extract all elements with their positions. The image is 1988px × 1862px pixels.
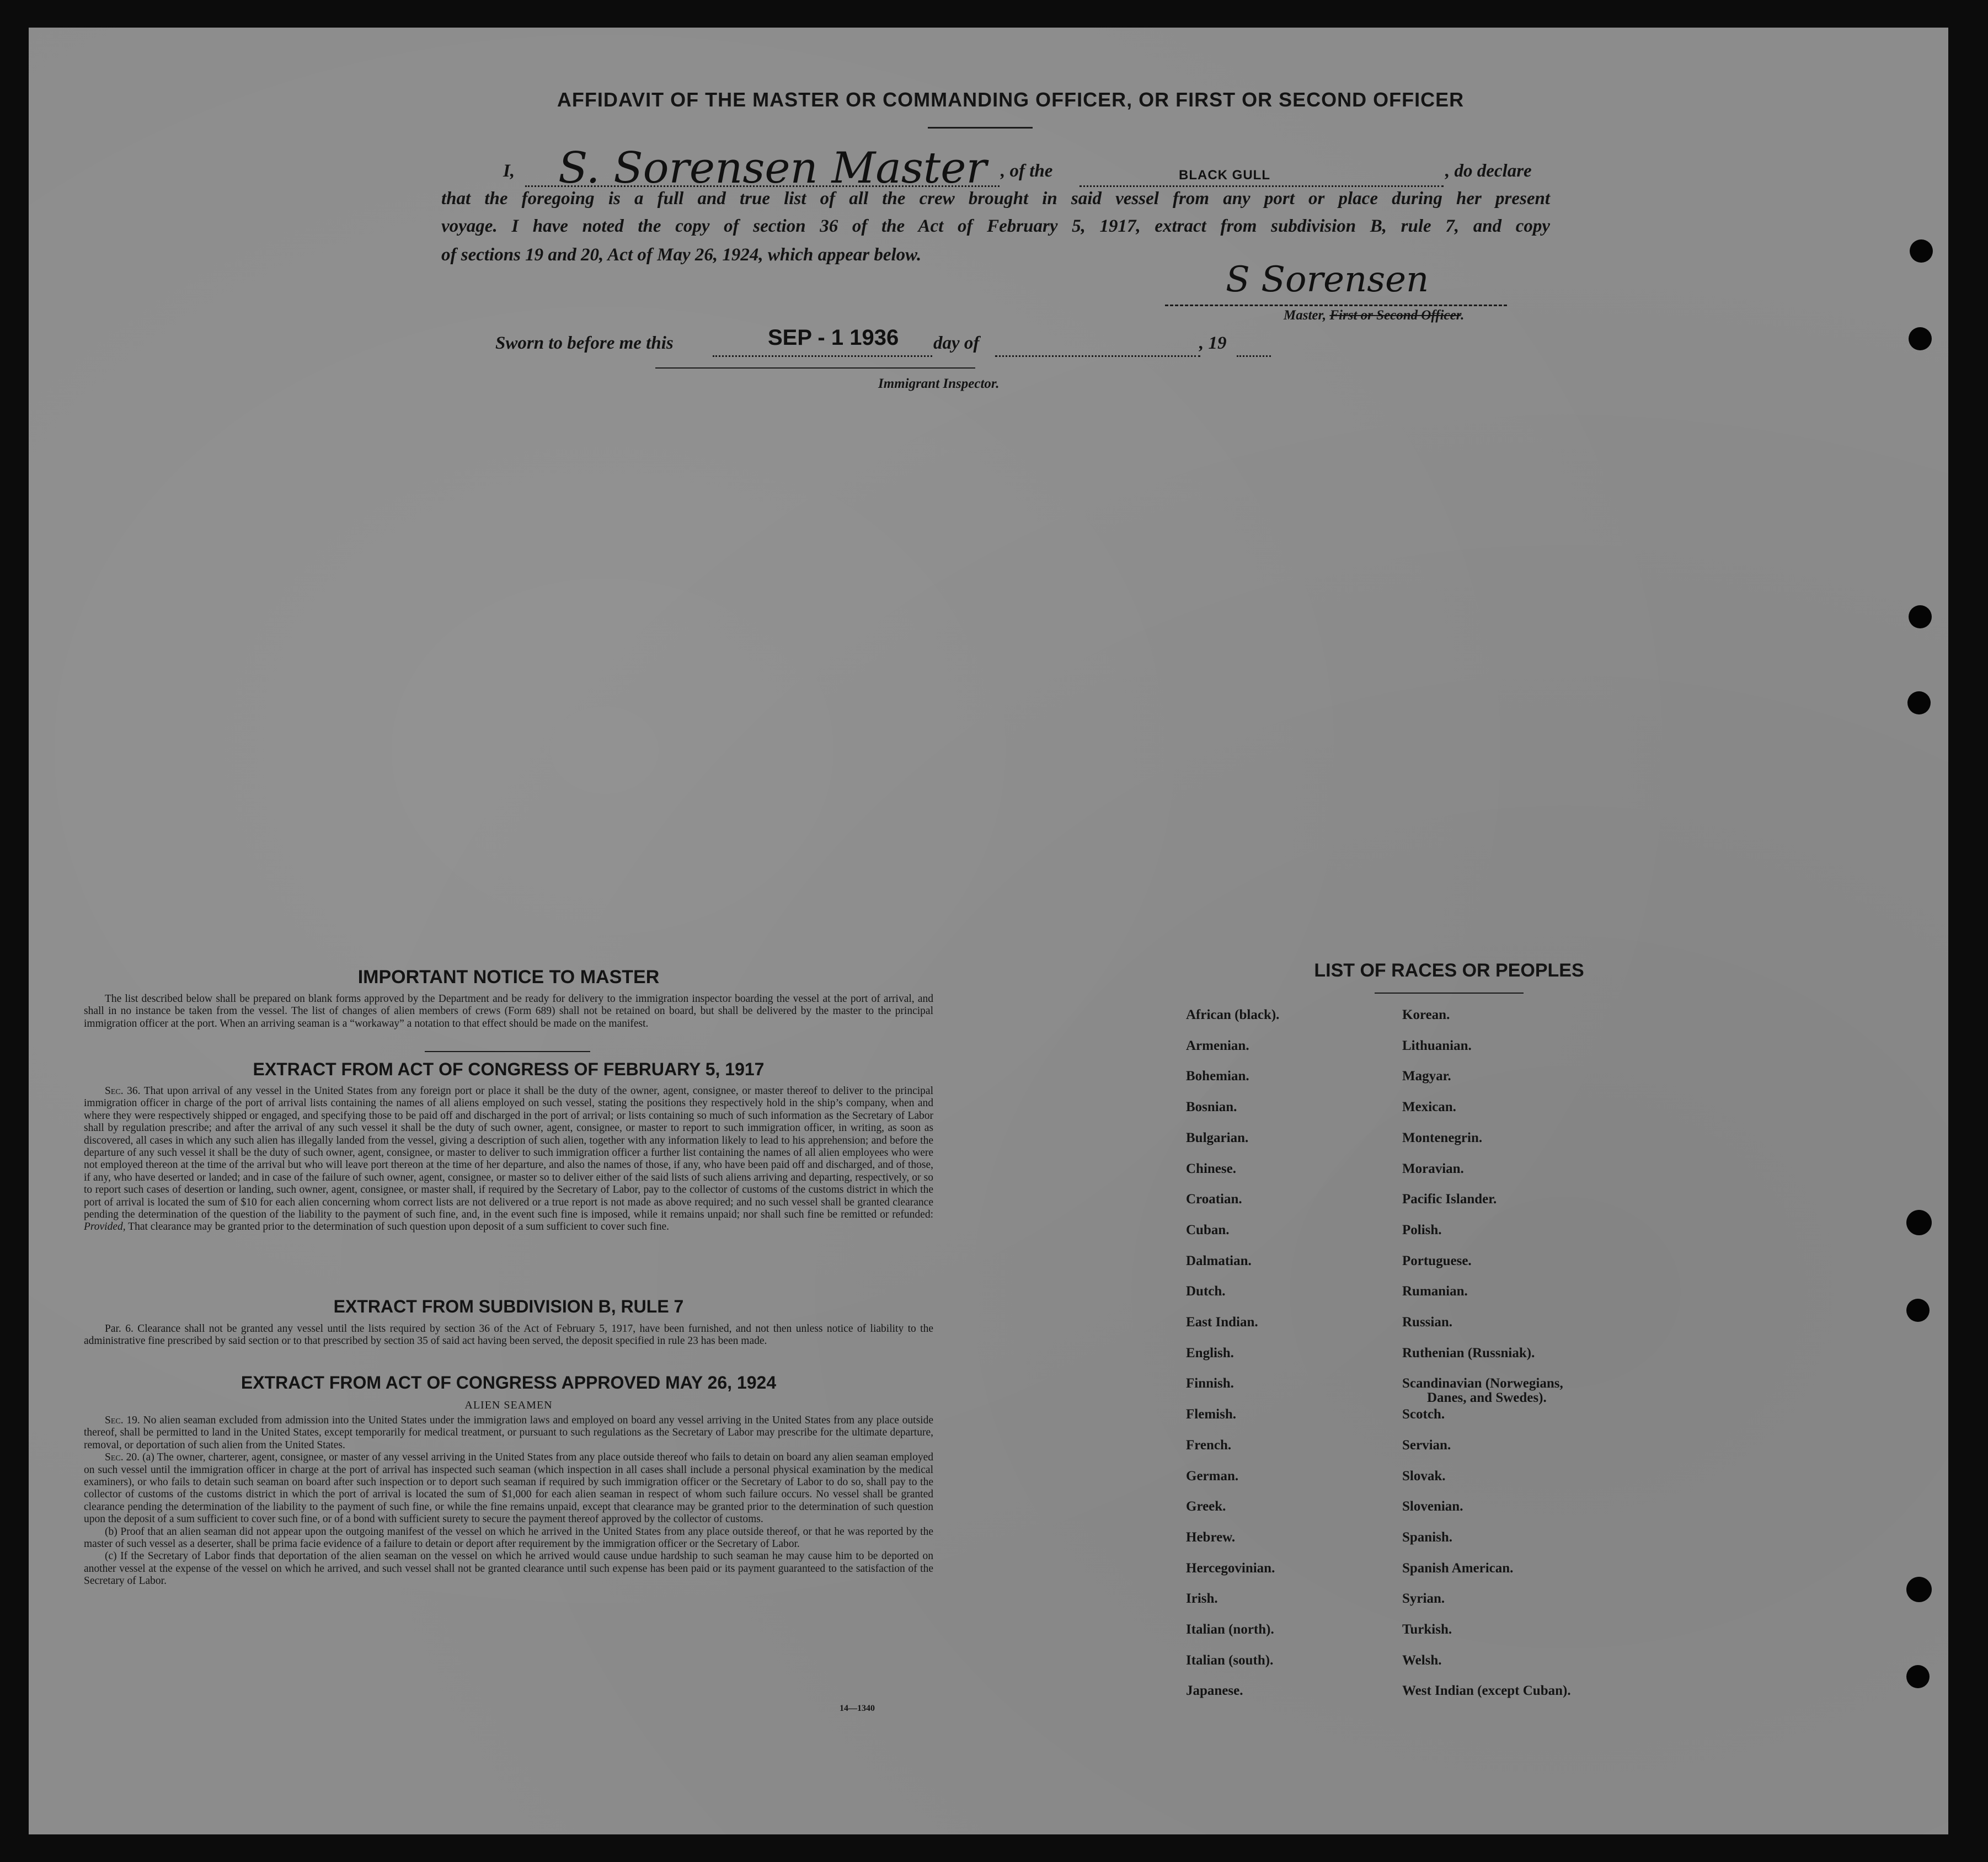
affidavit-line-2: that the foregoing is a full and true list of all the crew brought in said vessel from any port or place during her present	[441, 189, 1550, 209]
sworn-date-line	[713, 355, 932, 357]
year-prefix: , 19	[1199, 333, 1227, 353]
notice-rule	[425, 1051, 590, 1052]
races-rule	[1375, 993, 1524, 994]
affidavit-of-the: , of the	[1001, 161, 1053, 181]
proviso-text: That clearance may be granted prior to the determination of such question upon deposit of a sum sufficient to cover such fine.	[128, 1221, 670, 1233]
race-item: Bulgarian.	[1186, 1130, 1249, 1145]
race-item: Italian (north).	[1186, 1622, 1274, 1637]
race-item: Armenian.	[1186, 1038, 1249, 1053]
race-item: East Indian.	[1186, 1315, 1258, 1330]
race-item: German.	[1186, 1468, 1239, 1484]
day-of-label: day of	[933, 333, 980, 353]
race-item: Hercegovinian.	[1186, 1560, 1275, 1576]
affidavit-line-3: voyage. I have noted the copy of section 36 of the Act of February 5, 1917, extract from subdivision B, rule 7, and copy	[441, 216, 1550, 236]
signature-line	[1165, 305, 1507, 306]
race-item: Portuguese.	[1402, 1253, 1472, 1268]
sec-36-label: Sec. 36.	[105, 1085, 141, 1097]
race-item: Slovak.	[1402, 1468, 1446, 1484]
punch-hole	[1909, 327, 1932, 350]
race-item: Ruthenian (Russniak).	[1402, 1345, 1535, 1361]
inspector-rule	[655, 367, 975, 369]
race-item: Chinese.	[1186, 1161, 1236, 1176]
affidavit-line-4: of sections 19 and 20, Act of May 26, 1924, which appear below.	[441, 245, 922, 265]
sec-20a-text: (a) The owner, charterer, agent, consignee, or master of any vessel arriving in the United States from any place outside thereof who fails to detain on board any alien seaman employed on such vessel until the immigration officer in charge at the port of arrival has inspected such seaman (which inspection in all cases shall include a personal physical examination by the medical examiners), or who fails to detain such seaman on board after such inspection or to deport such seaman if required by such immigration officer or the Secretary of Labor to do so, shall pay to the collector of customs of the customs district in which the port of arrival is located the sum of $1,000 for each alien seaman in respect of whom such failure occurs. No vessel shall be granted clearance pending the determination of the liability to the payment of such fine, or while the fine remains unpaid, except that clearance may be granted prior to the determination of such question upon the deposit of a sum sufficient to cover such fine, or of a bond with sufficient surety to secure the payment thereof approved by the collector of customs.	[84, 1452, 933, 1525]
race-item-continuation: Danes, and Swedes).	[1427, 1390, 1547, 1406]
race-item: Bohemian.	[1186, 1069, 1249, 1084]
race-item: Polish.	[1402, 1222, 1442, 1237]
race-item: Servian.	[1402, 1437, 1451, 1453]
title-rule	[928, 127, 1033, 129]
race-item: Slovenian.	[1402, 1499, 1463, 1514]
sec-20c-text: (c) If the Secretary of Labor finds that deportation of the alien seaman on the vessel on which he arrived would cause undue hardship to such seaman he may cause him to be deported on another vessel at the expense of the vessel on which he arrived, and such vessel shall not be granted clearance until such expense has been paid or its payment guaranteed to the satisfaction of the Secretary of Labor.	[84, 1550, 933, 1587]
vessel-name: BLACK GULL	[1179, 168, 1270, 183]
race-item: Irish.	[1186, 1591, 1218, 1607]
month-line	[995, 355, 1200, 357]
race-item: Scotch.	[1402, 1407, 1445, 1422]
affidavit-do-declare: , do declare	[1445, 161, 1532, 181]
notice-title: IMPORTANT NOTICE TO MASTER	[357, 967, 660, 988]
race-item: Scandinavian (Norwegians,	[1402, 1376, 1563, 1391]
race-item: Russian.	[1402, 1315, 1453, 1330]
affidavit-title: AFFIDAVIT OF THE MASTER OR COMMANDING OFFICER, OR FIRST OR SECOND OFFICER	[557, 88, 1465, 111]
sec-36-text: That upon arrival of any vessel in the United States from any foreign port or place it shall be the duty of the owner, agent, consignee, or master thereof to deliver to the principal immigration officer in charge of the port of arrival lists containing the names of all aliens employed on such vessel, stating the positions they respectively hold in the ship’s company, when and where they were respectively shipped or engaged, and specifying those to be paid off and discharged in the port of arrival; or lists containing so much of such information as the Secretary of Labor shall by regulation prescribe; and after the arrival of any such vessel it shall be the duty of such owner, agent, consignee, or master to report to such immigration officer, in writing, as soon as discovered, all cases in which any such alien has illegally landed from the vessel, giving a description of such alien, together with any information likely to lead to his apprehension; and before the departure of any such vessel it shall be the duty of such owner, agent, consignee, or master to deliver to such immigration officer a further list containing the names of all alien employees who were not employed thereon at the time of the arrival but who will leave port thereon at the time of her departure, and also the names of those, if any, who have been paid off and discharged, and of those, if any, who have deserted or landed; and in case of the failure of such owner, agent, consignee, or master so to deliver either of the said lists of such aliens arriving and departing, respectively, or so to report such cases of desertion or landing, such owner, agent, consignee, or master shall, if required by the Secretary of Labor, pay to the collector of customs of the customs district in which the port of arrival is located the sum of $10 for each alien concerning whom correct lists are not delivered or a true report is not made as above required; and no such vessel shall be granted clearance pending the determination of the question of the liability to the payment of such fine, and, in the event such fine is imposed, while it remains unpaid; nor shall such fine be remitted or refunded:	[84, 1085, 933, 1221]
extract-1917-title: EXTRACT FROM ACT OF CONGRESS OF FEBRUARY 5, 1917	[253, 1059, 765, 1079]
race-item: Italian (south).	[1186, 1652, 1274, 1668]
year-line	[1237, 355, 1271, 357]
race-item: French.	[1186, 1437, 1232, 1453]
race-item: Spanish.	[1402, 1529, 1453, 1545]
race-item: Moravian.	[1402, 1161, 1464, 1176]
race-item: Hebrew.	[1186, 1529, 1236, 1545]
race-item: Syrian.	[1402, 1591, 1445, 1607]
extract-rule7-body	[84, 1323, 933, 1348]
extract-rule7-title: EXTRACT FROM SUBDIVISION B, RULE 7	[333, 1297, 684, 1316]
race-item: Croatian.	[1186, 1192, 1242, 1207]
race-item: Pacific Islander.	[1402, 1192, 1497, 1207]
punch-hole	[1906, 1577, 1932, 1602]
race-item: Finnish.	[1186, 1376, 1234, 1391]
punch-hole	[1906, 1299, 1930, 1322]
sworn-prefix: Sworn to before me this	[495, 333, 674, 353]
sec-19-text: No alien seaman excluded from admission into the United States under the immigration laws and employed on board any vessel arriving in the United States from any place outside thereof, shall be permitted to land in the United States, except temporarily for medical treatment, or pursuant to such regulations as the Secretary of Labor may prescribe for the ultimate departure, removal, or deportation of such alien from the United States.	[84, 1415, 934, 1451]
form-number: 14—1340	[840, 1704, 875, 1713]
sworn-date-stamp: SEP - 1 1936	[768, 326, 899, 350]
extract-1924-title: EXTRACT FROM ACT OF CONGRESS APPROVED MAY 26, 1924	[241, 1373, 777, 1393]
race-item: Dutch.	[1186, 1284, 1226, 1299]
inspector-caption: Immigrant Inspector.	[878, 376, 1000, 391]
race-item: Greek.	[1186, 1499, 1226, 1514]
affidavit-i-label: I,	[503, 161, 515, 181]
sec-20-label: Sec. 20.	[105, 1452, 140, 1464]
race-item: Dalmatian.	[1186, 1253, 1252, 1268]
race-item: Bosnian.	[1186, 1100, 1237, 1115]
notice-paragraph: The list described below shall be prepared on blank forms approved by the Department and be ready for delivery to the immigration inspector boarding the vessel at the port of arrival, and shall in no instance be taken from the vessel. The list of changes of alien members of crews (Form 689) shall not be retained on board, but shall be delivered by the master to the principal immigration officer at the port. When an arriving seaman is a “workaway” a notation to that effect should be made on the manifest.	[84, 993, 933, 1029]
punch-hole	[1906, 1210, 1932, 1235]
punch-hole	[1906, 1665, 1930, 1688]
race-item: Turkish.	[1402, 1622, 1452, 1637]
race-item: Montenegrin.	[1402, 1130, 1483, 1145]
race-item: Lithuanian.	[1402, 1038, 1472, 1053]
sec-19-label: Sec. 19.	[105, 1415, 140, 1426]
race-item: Japanese.	[1186, 1683, 1243, 1699]
race-item: West Indian (except Cuban).	[1402, 1683, 1571, 1699]
proviso-word: Provided,	[84, 1221, 126, 1233]
race-item: Rumanian.	[1402, 1284, 1468, 1299]
master-signature: S Sorensen	[1226, 259, 1429, 300]
races-title: LIST OF RACES OR PEOPLES	[1314, 960, 1584, 981]
vessel-line	[1079, 185, 1444, 187]
race-item: Welsh.	[1402, 1652, 1442, 1668]
race-item: Magyar.	[1402, 1069, 1451, 1084]
signer-handwriting: S. Sorensen Master	[558, 143, 987, 193]
manifest-page	[29, 28, 1948, 1834]
signature-caption: Master, First or Second Officer.	[1284, 308, 1465, 323]
race-item: Mexican.	[1402, 1100, 1456, 1115]
race-item: Spanish American.	[1402, 1560, 1514, 1576]
race-item: English.	[1186, 1345, 1234, 1361]
sec-20b-text: (b) Proof that an alien seaman did not appear upon the outgoing manifest of the vessel on which he arrived in the United States from any place outside thereof, or that he was reported by the master of such vessel as a deserter, shall be prima facie evidence of a failure to detain or deport after requirement by the immigration officer or the Secretary of Labor.	[84, 1525, 933, 1550]
notice-body	[84, 993, 933, 1030]
rule7-paragraph: Par. 6. Clearance shall not be granted any vessel until the lists required by section 36 of the Act of February 5, 1917, have been furnished, and not then unless notice of liability to the administrative fine prescribed by said section or to that prescribed by section 35 of said act having been served, the deposit specified in rule 23 has been made.	[84, 1323, 933, 1347]
punch-hole	[1909, 605, 1932, 628]
punch-hole	[1907, 691, 1931, 714]
extract-1924-body	[84, 1415, 933, 1588]
race-item: African (black).	[1186, 1007, 1280, 1022]
extract-1917-body	[84, 1085, 933, 1234]
punch-hole	[1910, 239, 1933, 263]
race-item: Flemish.	[1186, 1407, 1236, 1422]
race-item: Cuban.	[1186, 1222, 1230, 1237]
alien-seamen-subtitle: ALIEN SEAMEN	[464, 1399, 553, 1411]
race-item: Korean.	[1402, 1007, 1450, 1022]
